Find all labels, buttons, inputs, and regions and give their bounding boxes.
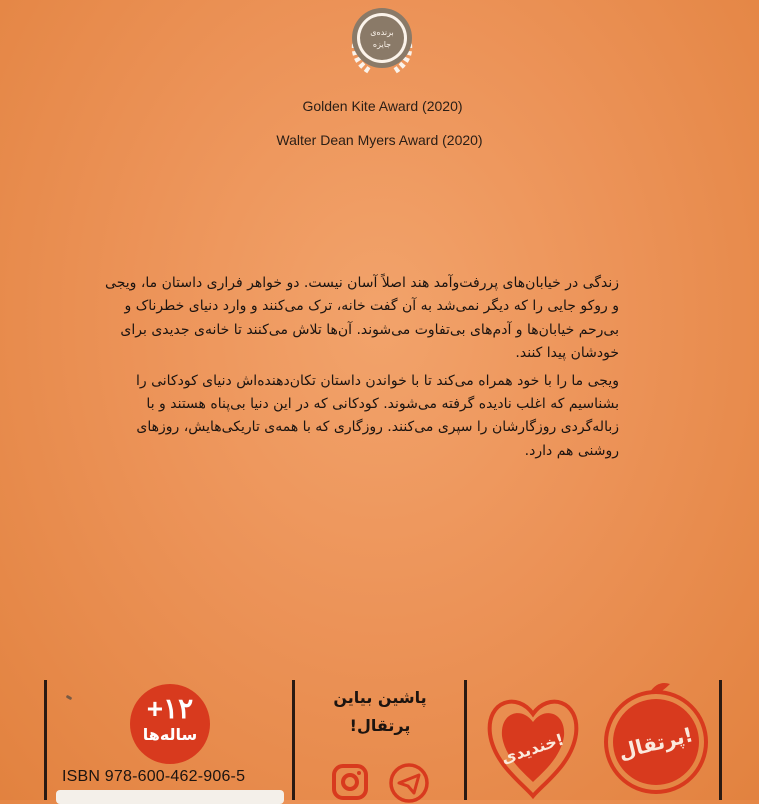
telegram-icon[interactable] — [388, 762, 430, 804]
divider-mid-right — [464, 680, 467, 800]
blurb-paragraph-1: زندگی در خیابان‌های پررفت‌وآمد هند اصلاً آسان نیست. دو خواهر فراری داستان ما، ویجی و روکو جایی را که دیگر نمی‌شد به آن گفت خانه، ترک می‌کنند و وارد دنیای خطرناک و بی‌رحم خیابان‌ها و آدم‌های بی‌تفاوت می‌شوند. آن‌ها تلاش می‌کنند تا خانه‌ی جدیدی برای خودشان پیدا کنند. — [105, 275, 619, 362]
tagline — [300, 684, 460, 740]
svg-text:جایزه: جایزه — [372, 40, 392, 49]
divider-right — [719, 680, 722, 800]
barcode-strip — [56, 790, 284, 804]
imprint-logo-text: خندیدی! — [498, 729, 567, 768]
tagline-line-2: پرتقال! — [349, 716, 411, 735]
blurb-paragraph-2: ویجی ما را با خود همراه می‌کند تا با خواندن داستان تکان‌دهنده‌اش دنیای کودکانی را بشناسیم که اغلب نادیده گرفته می‌شوند. کودکانی که در این دنیا بی‌پناه هستند و با زباله‌گردی روزگارشان را سپری می‌کنند. روزگاری که با همه‌ی تاریکی‌هایش، روزهای روشنی هم دارد. — [136, 372, 619, 459]
age-number: +۱۲ — [146, 693, 194, 724]
divider-left — [44, 680, 47, 800]
instagram-icon[interactable] — [330, 762, 370, 802]
imprint-logo — [478, 684, 588, 800]
smudge-mark — [66, 695, 73, 701]
award-seal — [341, 4, 423, 78]
divider-mid-left — [292, 680, 295, 800]
back-cover-blurb — [99, 272, 619, 467]
publisher-logo — [600, 678, 712, 800]
age-label: ساله‌ها — [142, 725, 198, 744]
award-walter-dean-myers: Walter Dean Myers Award (2020) — [276, 132, 483, 148]
age-badge — [130, 684, 210, 764]
award-golden-kite: Golden Kite Award (2020) — [302, 98, 463, 114]
publisher-logo-text: پرتقال! — [616, 722, 696, 764]
tagline-line-1: پاشین بیاین — [333, 688, 427, 707]
award-seal-label: برنده‌ی — [370, 28, 394, 37]
isbn: ISBN 978-600-462-906-5 — [62, 768, 246, 785]
